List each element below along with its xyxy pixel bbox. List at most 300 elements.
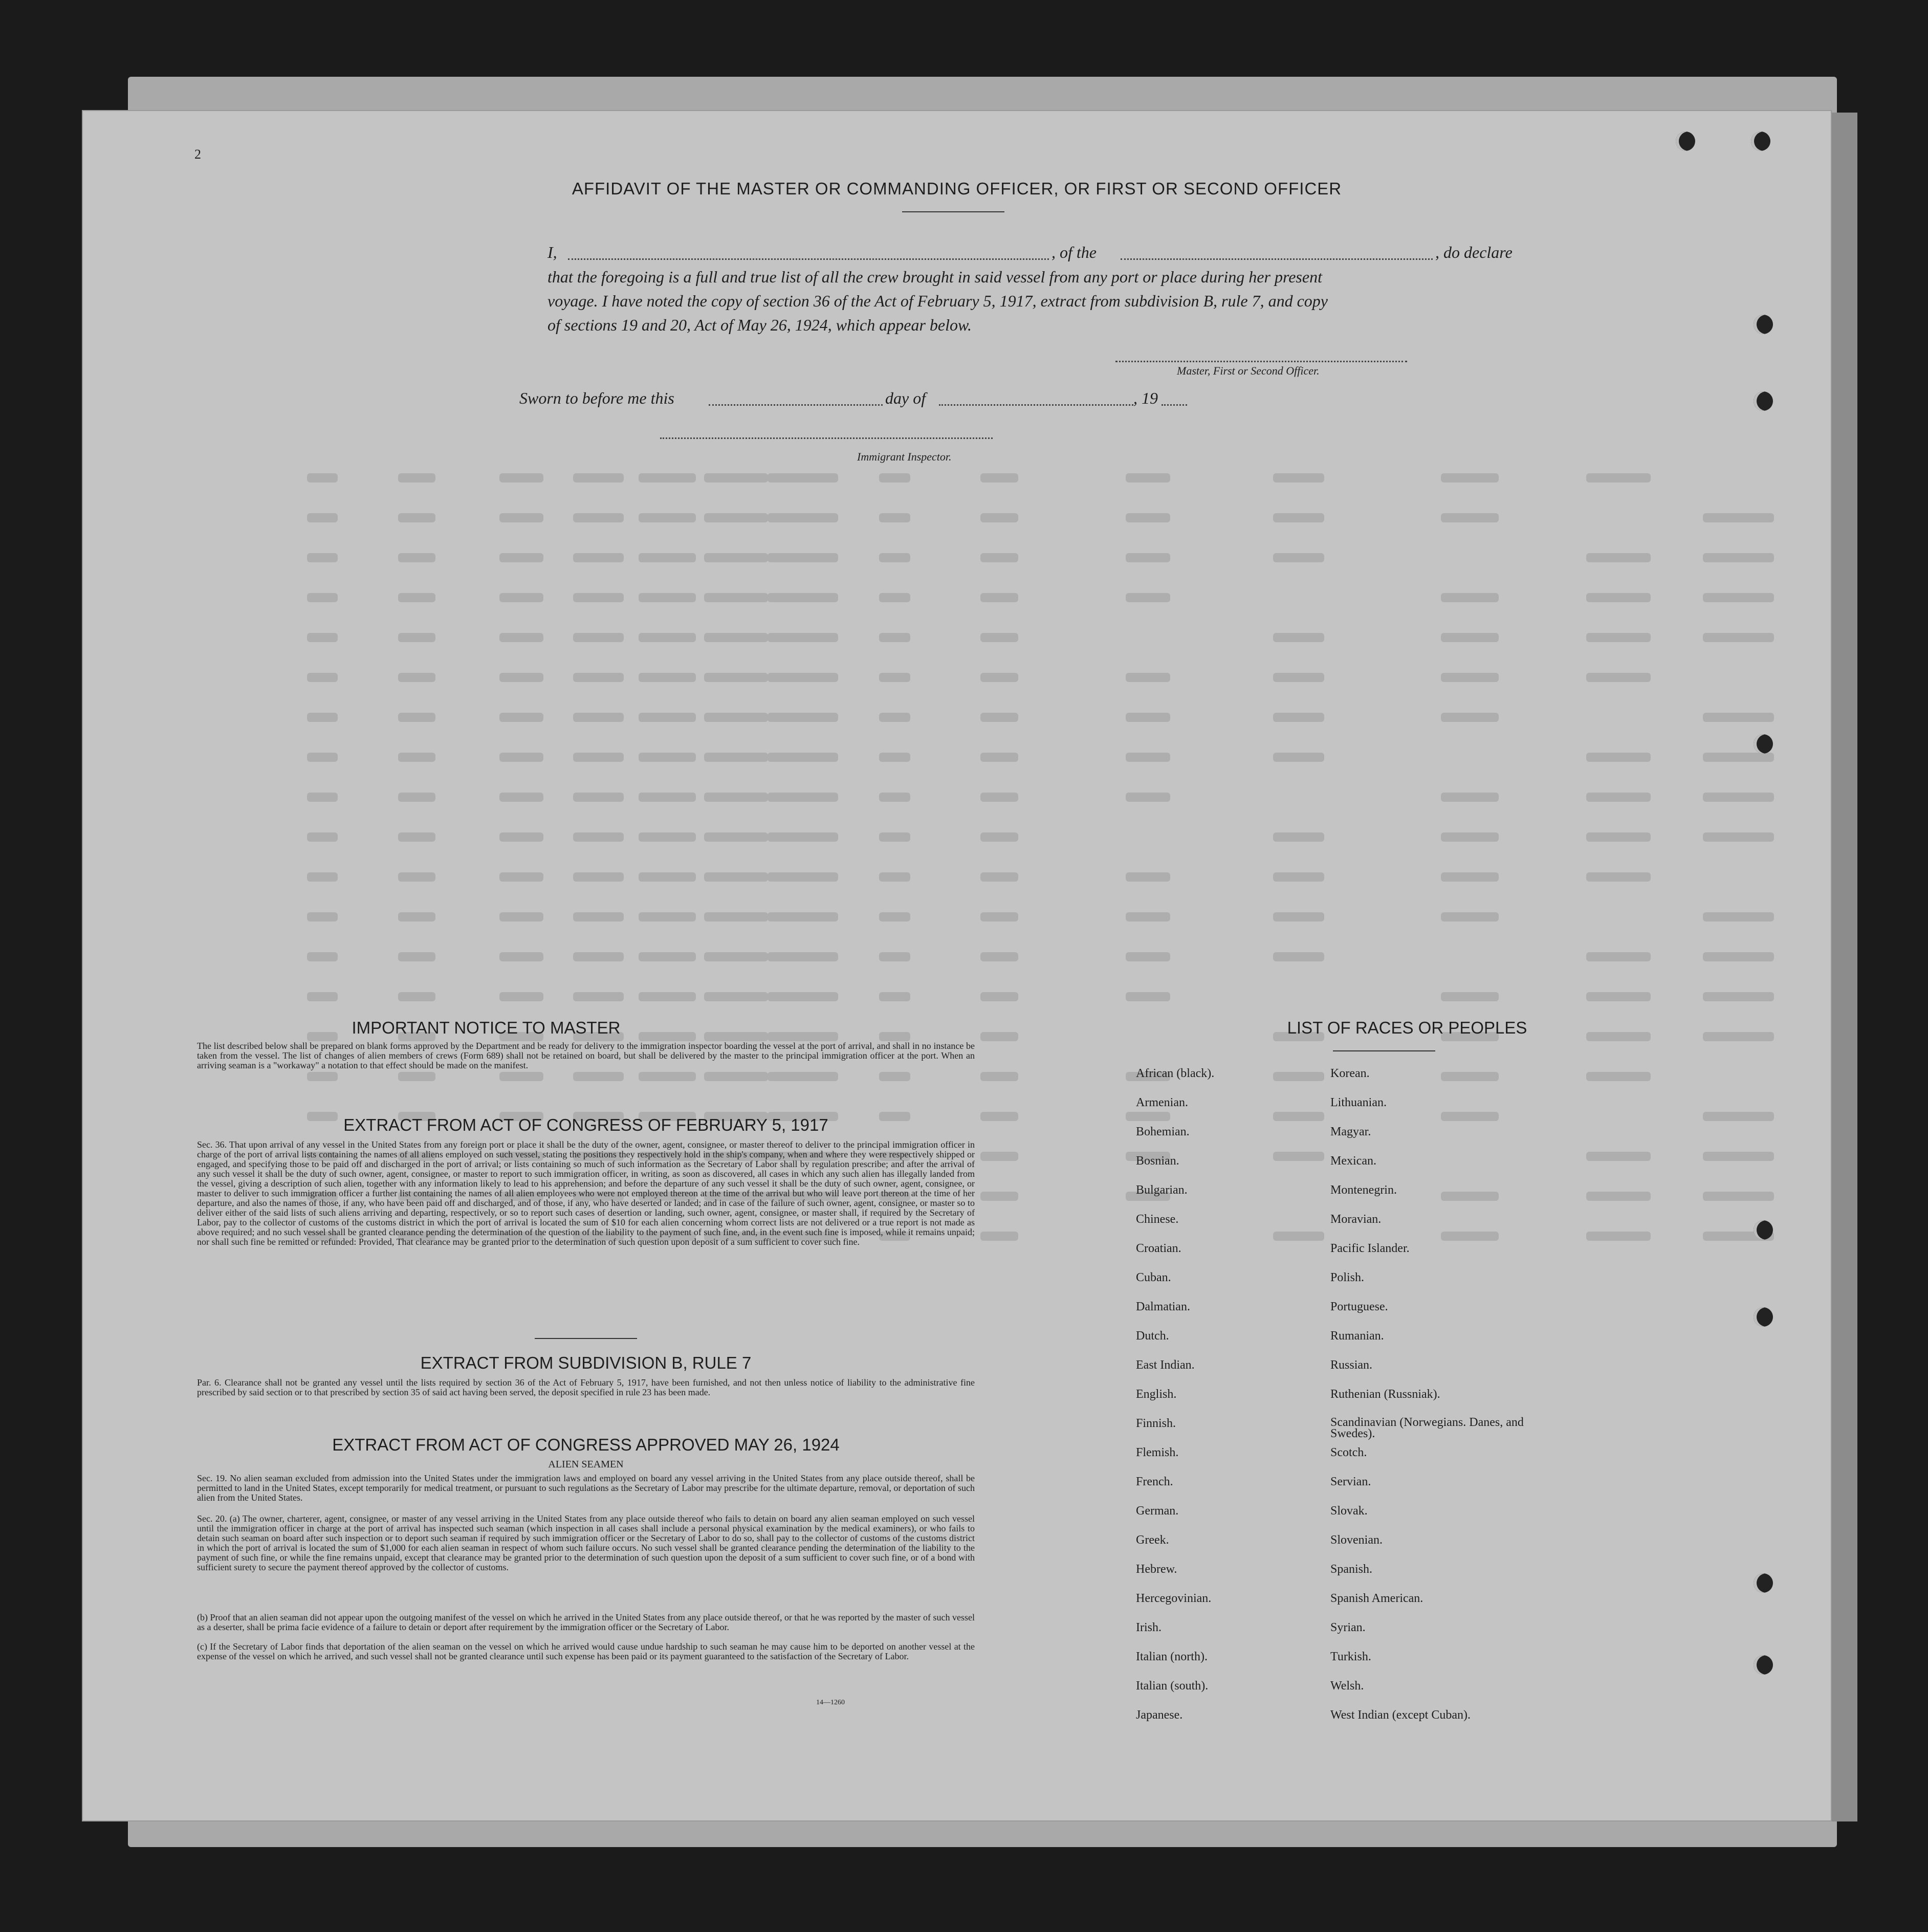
- bleed-through-smudge: [1586, 753, 1651, 762]
- bleed-through-smudge: [1703, 593, 1774, 602]
- race-item: Slovenian.: [1330, 1533, 1383, 1547]
- notice-text: The list described below shall be prepared on blank forms approved by the Department and be ready for delivery to the immigration inspector boarding the vessel at the port of arrival, and shall in no instance be taken from the vessel. The list of changes of alien members of crews (Form 689) shall not be retained on board, but shall be delivered by the master to the principal immigration officer at the port. When an arriving seaman is a "workaway" a notation to that effect should be made on the manifest.: [197, 1041, 975, 1070]
- race-item: Pacific Islander.: [1330, 1242, 1410, 1255]
- bleed-through-smudge: [307, 553, 338, 562]
- rule7-text: Par. 6. Clearance shall not be granted any vessel until the lists required by section 36 of the Act of February 5, 1917, have been furnished, and not then unless notice of liability to the administrative fine prescribed by said section or to that prescribed by section 35 of said act having been served, the deposit specified in rule 23 has been made.: [197, 1377, 975, 1397]
- affidavit-title: AFFIDAVIT OF THE MASTER OR COMMANDING OFFICER, OR FIRST OR SECOND OFFICER: [572, 179, 1342, 198]
- bleed-through-smudge: [398, 952, 435, 961]
- bleed-through-smudge: [1126, 473, 1170, 482]
- bleed-through-smudge: [1441, 593, 1499, 602]
- race-item: English.: [1136, 1388, 1177, 1401]
- bleed-through-smudge: [499, 992, 543, 1001]
- bleed-through-smudge: [499, 553, 543, 562]
- bleed-through-smudge: [398, 912, 435, 921]
- form-number: 14—1260: [816, 1699, 845, 1706]
- bleed-through-smudge: [768, 513, 838, 522]
- bleed-through-smudge: [307, 473, 338, 482]
- bleed-through-smudge: [1586, 673, 1651, 682]
- punch-hole: [1754, 1573, 1773, 1593]
- punch-hole: [1754, 315, 1773, 334]
- bleed-through-smudge: [768, 713, 838, 722]
- bleed-through-smudge: [704, 553, 768, 562]
- vessel-blank: [1121, 258, 1433, 260]
- bleed-through-smudge: [879, 673, 910, 682]
- bleed-through-smudge: [704, 832, 768, 842]
- bleed-through-smudge: [879, 633, 910, 642]
- title-rule: [902, 211, 1004, 212]
- bleed-through-smudge: [980, 1032, 1018, 1041]
- page-number: 2: [194, 147, 201, 162]
- bleed-through-smudge: [704, 713, 768, 722]
- bleed-through-smudge: [398, 713, 435, 722]
- bleed-through-smudge: [768, 753, 838, 762]
- bleed-through-smudge: [1126, 713, 1170, 722]
- punch-hole: [1676, 131, 1695, 151]
- bleed-through-smudge: [499, 673, 543, 682]
- bleed-through-smudge: [1586, 1152, 1651, 1161]
- bleed-through-smudge: [573, 832, 624, 842]
- affidavit-line-2: that the foregoing is a full and true list of all the crew brought in said vessel from any port or place during her present: [547, 268, 1322, 286]
- bleed-through-smudge: [980, 1072, 1018, 1081]
- bleed-through-smudge: [639, 553, 696, 562]
- bleed-through-smudge: [768, 992, 838, 1001]
- bleed-through-smudge: [398, 793, 435, 802]
- bleed-through-smudge: [980, 952, 1018, 961]
- bleed-through-smudge: [1273, 753, 1324, 762]
- bleed-through-smudge: [1703, 952, 1774, 961]
- bleed-through-smudge: [1586, 872, 1651, 882]
- bleed-through-smudge: [1126, 593, 1170, 602]
- race-item: Montenegrin.: [1330, 1183, 1397, 1197]
- bleed-through-smudge: [980, 673, 1018, 682]
- bleed-through-smudge: [307, 992, 338, 1001]
- bleed-through-smudge: [307, 713, 338, 722]
- bleed-through-smudge: [1273, 633, 1324, 642]
- day-blank: [709, 404, 883, 406]
- bleed-through-smudge: [1441, 473, 1499, 482]
- bleed-through-smudge: [1126, 872, 1170, 882]
- bleed-through-smudge: [1703, 1032, 1774, 1041]
- race-item: Scotch.: [1330, 1446, 1367, 1459]
- bleed-through-smudge: [499, 473, 543, 482]
- bleed-through-smudge: [499, 832, 543, 842]
- bleed-through-smudge: [980, 1152, 1018, 1161]
- bleed-through-smudge: [704, 673, 768, 682]
- year-blank: [1162, 404, 1187, 406]
- bleed-through-smudge: [1586, 1232, 1651, 1241]
- bleed-through-smudge: [1586, 553, 1651, 562]
- race-item: West Indian (except Cuban).: [1330, 1708, 1471, 1722]
- bleed-through-smudge: [704, 1072, 768, 1081]
- bleed-through-smudge: [1703, 753, 1774, 762]
- bleed-through-smudge: [879, 513, 910, 522]
- bleed-through-smudge: [1441, 912, 1499, 921]
- bleed-through-smudge: [573, 713, 624, 722]
- bleed-through-smudge: [573, 593, 624, 602]
- bleed-through-smudge: [879, 713, 910, 722]
- bleed-through-smudge: [573, 992, 624, 1001]
- bleed-through-smudge: [307, 513, 338, 522]
- bleed-through-smudge: [1441, 992, 1499, 1001]
- bleed-through-smudge: [879, 872, 910, 882]
- bleed-through-smudge: [879, 832, 910, 842]
- bleed-through-smudge: [1441, 513, 1499, 522]
- race-item: Spanish American.: [1330, 1592, 1423, 1605]
- bleed-through-smudge: [573, 793, 624, 802]
- bleed-through-smudge: [1273, 912, 1324, 921]
- bleed-through-smudge: [1273, 872, 1324, 882]
- sec20a-text: Sec. 20. (a) The owner, charterer, agent, consignee, or master of any vessel arriving in the United States from any place outside thereof who fails to detain on board any alien seaman employed on such vessel until the immigration officer in charge at the port of arrival has inspected such seaman (which inspection in all cases shall include a personal physical examination by the medical examiners), or who fails to detain such seaman on board after such inspection or to deport such seaman if required by such immigration officer or the Secretary of Labor to do so, shall pay to the collector of customs of the customs district in which the port of arrival is located the sum of $1,000 for each alien seaman in respect of whom such failure occurs. No such vessel shall be granted clearance pending the determination of the liability to the payment of such fine, or while the fine remains unpaid, except that clearance may be granted prior to the determination of such question upon the deposit of a sum sufficient to cover such fine, or of a bond with sufficient surety to secure the payment thereof approved by the collector of customs.: [197, 1513, 975, 1572]
- bleed-through-smudge: [1126, 912, 1170, 921]
- race-item: East Indian.: [1136, 1358, 1195, 1372]
- bleed-through-smudge: [1703, 513, 1774, 522]
- bleed-through-smudge: [768, 952, 838, 961]
- bleed-through-smudge: [704, 992, 768, 1001]
- punch-hole: [1754, 391, 1773, 411]
- race-item: Croatian.: [1136, 1242, 1181, 1255]
- bleed-through-smudge: [768, 793, 838, 802]
- bleed-through-smudge: [398, 673, 435, 682]
- bleed-through-smudge: [768, 912, 838, 921]
- bleed-through-smudge: [639, 513, 696, 522]
- bleed-through-smudge: [1441, 832, 1499, 842]
- race-item: Armenian.: [1136, 1096, 1188, 1109]
- bleed-through-smudge: [398, 753, 435, 762]
- bleed-through-smudge: [1126, 673, 1170, 682]
- bleed-through-smudge: [1126, 952, 1170, 961]
- bleed-through-smudge: [398, 1072, 435, 1081]
- bleed-through-smudge: [398, 513, 435, 522]
- bleed-through-smudge: [704, 753, 768, 762]
- bleed-through-smudge: [573, 872, 624, 882]
- race-item: Russian.: [1330, 1358, 1373, 1372]
- race-item: Rumanian.: [1330, 1329, 1384, 1343]
- bleed-through-smudge: [704, 473, 768, 482]
- bleed-through-smudge: [704, 912, 768, 921]
- master-signature-line: [1115, 361, 1407, 362]
- race-item: Italian (north).: [1136, 1650, 1208, 1663]
- bleed-through-smudge: [704, 793, 768, 802]
- bleed-through-smudge: [398, 593, 435, 602]
- race-item: Slovak.: [1330, 1504, 1368, 1518]
- sec19-text: Sec. 19. No alien seaman excluded from admission into the United States under the immigration laws and employed on board any vessel arriving in the United States from any place outside thereof, shall be permitted to land in the United States, except temporarily for medical treatment, or pursuant to such regulations as the Secretary of Labor may prescribe for the ultimate departure, removal, or deportation of such alien from the United States.: [197, 1473, 975, 1503]
- bleed-through-smudge: [980, 832, 1018, 842]
- bleed-through-smudge: [307, 753, 338, 762]
- bleed-through-smudge: [768, 553, 838, 562]
- race-item: Korean.: [1330, 1067, 1370, 1080]
- sworn-text: Sworn to before me this: [519, 389, 674, 407]
- punch-hole: [1754, 1307, 1773, 1327]
- bleed-through-smudge: [398, 872, 435, 882]
- bleed-through-smudge: [1441, 793, 1499, 802]
- affidavit-of-the: , of the: [1051, 243, 1097, 261]
- bleed-through-smudge: [573, 553, 624, 562]
- bleed-through-smudge: [879, 793, 910, 802]
- race-item: Syrian.: [1330, 1621, 1366, 1634]
- bleed-through-smudge: [1273, 713, 1324, 722]
- bleed-through-smudge: [1586, 633, 1651, 642]
- bleed-through-smudge: [639, 713, 696, 722]
- race-item: French.: [1136, 1475, 1173, 1488]
- bleed-through-smudge: [1126, 992, 1170, 1001]
- bleed-through-smudge: [1273, 952, 1324, 961]
- bleed-through-smudge: [1703, 793, 1774, 802]
- race-item: Magyar.: [1330, 1125, 1371, 1138]
- bleed-through-smudge: [1441, 673, 1499, 682]
- document-page: [82, 110, 1832, 1821]
- bleed-through-smudge: [573, 1072, 624, 1081]
- bleed-through-smudge: [639, 1072, 696, 1081]
- bleed-through-smudge: [499, 793, 543, 802]
- bleed-through-smudge: [307, 1072, 338, 1081]
- bleed-through-smudge: [307, 912, 338, 921]
- punch-hole: [1754, 1655, 1773, 1675]
- bleed-through-smudge: [980, 1112, 1018, 1121]
- bleed-through-smudge: [1703, 832, 1774, 842]
- bleed-through-smudge: [1703, 1112, 1774, 1121]
- bleed-through-smudge: [499, 872, 543, 882]
- bleed-through-smudge: [768, 593, 838, 602]
- race-item: African (black).: [1136, 1067, 1215, 1080]
- bleed-through-smudge: [499, 1072, 543, 1081]
- punch-hole: [1754, 1220, 1773, 1240]
- extract-1917-text: Sec. 36. That upon arrival of any vessel in the United States from any foreign port or place it shall be the duty of the owner, agent, consignee, or master thereof to deliver to the principal immigration officer in charge of the port of arrival lists containing the names of all aliens employed on such vessel, stating the positions they respectively hold in the ship's company, when and where they were respectively shipped or engaged, and specifying those to be paid off and discharged in the port of arrival; or lists containing so much of such information as the Secretary of Labor shall by regulation prescribe; and after the arrival of any such vessel it shall be the duty of such owner, agent, consignee, or master to report to such immigration officer, in writing, as soon as discovered, all cases in which any such alien has illegally landed from the vessel, giving a description of such alien, together with any information likely to lead to his apprehension; and before the departure of any such vessel it shall be the duty of such owner, agent, consignee, or master to deliver to such immigration officer a further list containing the names of all alien employees who were not employed thereon at the time of the arrival but who will leave port thereon at the time of her departure, and also the names of those, if any, who have been paid off and discharged, and of those, if any, who have deserted or landed; and in case of the failure of such owner, agent, consignee, or master so to deliver either of the said lists of such aliens arriving and departing, respectively, or so to report such cases of desertion or landing, such owner, agent, consignee, or master shall, if required by the Secretary of Labor, pay to the collector of customs of the customs district in which the port of arrival is located the sum of $10 for each alien concerning whom correct lists are not delivered or a true report is not made as above required; and no such vessel shall be granted clearance pending the determination of the question of the liability to the payment of such fine, and, in the event such fine is imposed, while it remains unpaid; nor shall such fine be remitted or refunded: Provided, That clearance may be granted prior to the determination of such question upon deposit of a sum sufficient to cover such fine.: [197, 1139, 975, 1247]
- bleed-through-smudge: [980, 513, 1018, 522]
- bleed-through-smudge: [1273, 673, 1324, 682]
- bleed-through-smudge: [639, 793, 696, 802]
- bleed-through-smudge: [1273, 513, 1324, 522]
- race-item: Hebrew.: [1136, 1563, 1177, 1576]
- bleed-through-smudge: [879, 1072, 910, 1081]
- bleed-through-smudge: [573, 952, 624, 961]
- bleed-through-smudge: [879, 473, 910, 482]
- bleed-through-smudge: [1586, 1072, 1651, 1081]
- bleed-through-smudge: [499, 713, 543, 722]
- bleed-through-smudge: [704, 952, 768, 961]
- race-item: Chinese.: [1136, 1213, 1179, 1226]
- bleed-through-smudge: [768, 1072, 838, 1081]
- inspector-signature-line: [660, 437, 993, 439]
- bleed-through-smudge: [1126, 793, 1170, 802]
- race-item: Bosnian.: [1136, 1154, 1179, 1168]
- bleed-through-smudge: [704, 633, 768, 642]
- race-item: Cuban.: [1136, 1271, 1171, 1284]
- race-item: Servian.: [1330, 1475, 1371, 1488]
- race-item: Lithuanian.: [1330, 1096, 1387, 1109]
- bleed-through-smudge: [639, 753, 696, 762]
- bleed-through-smudge: [879, 912, 910, 921]
- bleed-through-smudge: [1126, 513, 1170, 522]
- bleed-through-smudge: [639, 952, 696, 961]
- race-item: German.: [1136, 1504, 1179, 1518]
- race-item: Portuguese.: [1330, 1300, 1388, 1313]
- races-heading: LIST OF RACES OR PEOPLES: [1287, 1018, 1527, 1037]
- bleed-through-smudge: [573, 473, 624, 482]
- master-label: Master, First or Second Officer.: [1177, 364, 1320, 377]
- bleed-through-smudge: [980, 593, 1018, 602]
- bleed-through-smudge: [1273, 473, 1324, 482]
- bleed-through-smudge: [980, 553, 1018, 562]
- sec20c-text: (c) If the Secretary of Labor finds that deportation of the alien seaman on the vessel on which he arrived would cause undue hardship to such seaman he may cause him to be deported on another vessel at the expense of the vessel on which he arrived, and such vessel shall not be granted clearance until such expense has been paid or its payment guaranteed to the satisfaction of the Secretary of Labor.: [197, 1641, 975, 1661]
- bleed-through-smudge: [1703, 713, 1774, 722]
- bleed-through-smudge: [398, 992, 435, 1001]
- bleed-through-smudge: [879, 753, 910, 762]
- bleed-through-smudge: [639, 992, 696, 1001]
- bleed-through-smudge: [1273, 832, 1324, 842]
- extract-1917-heading: EXTRACT FROM ACT OF CONGRESS OF FEBRUARY 5, 1917: [343, 1115, 828, 1134]
- bleed-through-smudge: [639, 872, 696, 882]
- bleed-through-smudge: [1703, 912, 1774, 921]
- race-item: Spanish.: [1330, 1563, 1373, 1576]
- bleed-through-smudge: [704, 593, 768, 602]
- bleed-through-smudge: [1126, 753, 1170, 762]
- affidavit-line-3: voyage. I have noted the copy of section 36 of the Act of February 5, 1917, extract from subdivision B, rule 7, and copy: [547, 292, 1328, 310]
- bleed-through-smudge: [1126, 553, 1170, 562]
- race-item: Irish.: [1136, 1621, 1162, 1634]
- bleed-through-smudge: [1586, 793, 1651, 802]
- bleed-through-smudge: [499, 753, 543, 762]
- bleed-through-smudge: [1441, 872, 1499, 882]
- bleed-through-smudge: [980, 713, 1018, 722]
- bleed-through-smudge: [980, 872, 1018, 882]
- bleed-through-smudge: [573, 912, 624, 921]
- race-item: Greek.: [1136, 1533, 1169, 1547]
- bleed-through-smudge: [1441, 633, 1499, 642]
- race-item: Dutch.: [1136, 1329, 1169, 1343]
- bleed-through-smudge: [499, 952, 543, 961]
- bleed-through-smudge: [639, 673, 696, 682]
- affidavit-line-4: of sections 19 and 20, Act of May 26, 1924, which appear below.: [547, 316, 972, 334]
- bleed-through-smudge: [307, 633, 338, 642]
- bleed-through-smudge: [307, 872, 338, 882]
- bleed-through-smudge: [307, 593, 338, 602]
- races-rule: [1333, 1050, 1435, 1051]
- bleed-through-smudge: [1586, 1192, 1651, 1201]
- bleed-through-smudge: [768, 673, 838, 682]
- bleed-through-smudge: [1586, 593, 1651, 602]
- alien-seamen-subheading: ALIEN SEAMEN: [548, 1459, 624, 1470]
- race-item: Polish.: [1330, 1271, 1365, 1284]
- bleed-through-smudge: [573, 673, 624, 682]
- race-item: Finnish.: [1136, 1417, 1176, 1430]
- race-item: Ruthenian (Russniak).: [1330, 1388, 1440, 1401]
- bleed-through-smudge: [980, 793, 1018, 802]
- bleed-through-smudge: [1586, 952, 1651, 961]
- races-column-1: [1136, 1067, 1310, 1738]
- bleed-through-smudge: [879, 593, 910, 602]
- bleed-through-smudge: [1273, 553, 1324, 562]
- bleed-through-smudge: [980, 753, 1018, 762]
- bleed-through-smudge: [573, 753, 624, 762]
- race-item: Dalmatian.: [1136, 1300, 1190, 1313]
- race-item: Bulgarian.: [1136, 1183, 1188, 1197]
- bleed-through-smudge: [980, 912, 1018, 921]
- bleed-through-smudge: [1703, 553, 1774, 562]
- bleed-through-smudge: [307, 793, 338, 802]
- race-item: Turkish.: [1330, 1650, 1371, 1663]
- bleed-through-smudge: [980, 633, 1018, 642]
- bleed-through-smudge: [1586, 473, 1651, 482]
- bleed-through-smudge: [398, 553, 435, 562]
- race-item: Moravian.: [1330, 1213, 1382, 1226]
- bleed-through-smudge: [1703, 633, 1774, 642]
- race-item: Japanese.: [1136, 1708, 1183, 1722]
- extract-1924-heading: EXTRACT FROM ACT OF CONGRESS APPROVED MAY 26, 1924: [332, 1435, 840, 1454]
- inspector-label: Immigrant Inspector.: [857, 450, 952, 463]
- bleed-through-smudge: [398, 832, 435, 842]
- race-item: Welsh.: [1330, 1679, 1364, 1693]
- bleed-through-smudge: [398, 633, 435, 642]
- name-blank: [568, 258, 1049, 260]
- race-item: Flemish.: [1136, 1446, 1179, 1459]
- bleed-through-smudge: [768, 473, 838, 482]
- bleed-through-smudge: [639, 633, 696, 642]
- bleed-through-smudge: [980, 1192, 1018, 1201]
- sec20b-text: (b) Proof that an alien seaman did not appear upon the outgoing manifest of the vessel on which he arrived in the United States from any place outside thereof, or that he was reported by the master of such vessel as a deserter, shall be prima facie evidence of a failure to detain or deport after requirement by the immigration officer or the Secretary of Labor.: [197, 1612, 975, 1632]
- year-text: , 19: [1133, 389, 1158, 407]
- race-item: Hercegovinian.: [1136, 1592, 1212, 1605]
- bleed-through-smudge: [573, 513, 624, 522]
- punch-hole: [1754, 734, 1773, 754]
- bleed-through-smudge: [307, 832, 338, 842]
- race-item: Italian (south).: [1136, 1679, 1209, 1693]
- bleed-through-smudge: [879, 1032, 910, 1041]
- bleed-through-smudge: [704, 513, 768, 522]
- punch-hole: [1751, 131, 1770, 151]
- day-of-text: day of: [885, 389, 926, 407]
- bleed-through-smudge: [639, 912, 696, 921]
- race-item: Bohemian.: [1136, 1125, 1190, 1138]
- bleed-through-smudge: [573, 633, 624, 642]
- bleed-through-smudge: [398, 473, 435, 482]
- bleed-through-smudge: [639, 593, 696, 602]
- section-rule: [535, 1338, 637, 1339]
- bleed-through-smudge: [1586, 832, 1651, 842]
- bleed-through-smudge: [1703, 1152, 1774, 1161]
- bleed-through-smudge: [1703, 992, 1774, 1001]
- races-column-2: [1330, 1067, 1566, 1738]
- bleed-through-smudge: [499, 912, 543, 921]
- bleed-through-smudge: [879, 992, 910, 1001]
- bleed-through-smudge: [704, 872, 768, 882]
- bleed-through-smudge: [980, 992, 1018, 1001]
- bleed-through-smudge: [307, 952, 338, 961]
- bleed-through-smudge: [1586, 992, 1651, 1001]
- bleed-through-smudge: [499, 633, 543, 642]
- bleed-through-smudge: [307, 673, 338, 682]
- bleed-through-smudge: [768, 1032, 838, 1041]
- bleed-through-smudge: [879, 553, 910, 562]
- race-item: Scandinavian (Norwegians. Danes, and Swedes).: [1330, 1416, 1524, 1440]
- notice-heading: IMPORTANT NOTICE TO MASTER: [352, 1018, 621, 1037]
- bleed-through-smudge: [879, 952, 910, 961]
- affidavit-i: I,: [547, 243, 557, 261]
- bleed-through-smudge: [768, 633, 838, 642]
- bleed-through-smudge: [768, 872, 838, 882]
- bleed-through-smudge: [980, 473, 1018, 482]
- bleed-through-smudge: [499, 593, 543, 602]
- bleed-through-smudge: [980, 1232, 1018, 1241]
- rule7-heading: EXTRACT FROM SUBDIVISION B, RULE 7: [420, 1353, 752, 1372]
- bleed-through-smudge: [639, 473, 696, 482]
- bleed-through-smudge: [1441, 713, 1499, 722]
- affidavit-declare: , do declare: [1435, 243, 1513, 261]
- month-blank: [939, 404, 1133, 406]
- bleed-through-smudge: [768, 832, 838, 842]
- race-item: Mexican.: [1330, 1154, 1376, 1168]
- bleed-through-smudge: [639, 832, 696, 842]
- bleed-through-smudge: [1703, 1192, 1774, 1201]
